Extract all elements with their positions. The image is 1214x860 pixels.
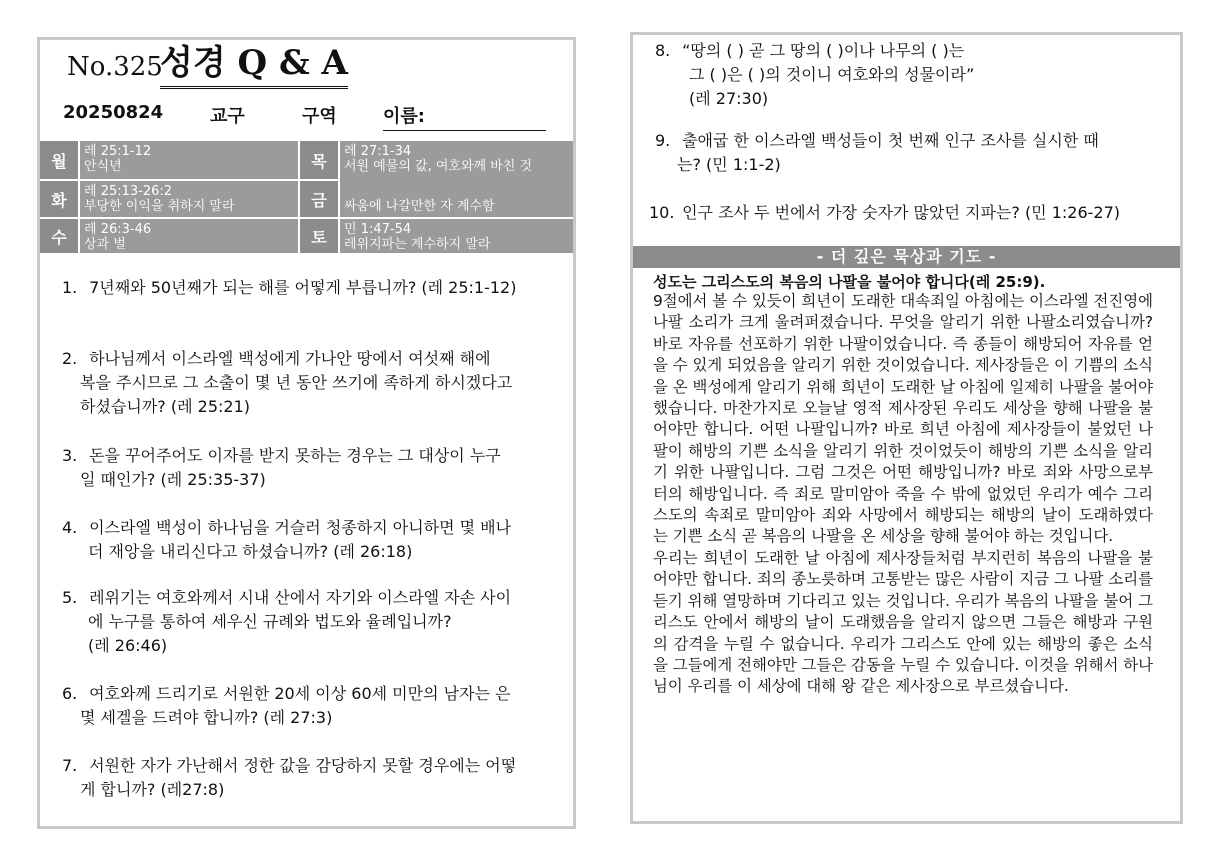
section-header: - 더 깊은 묵상과 기도 - (633, 246, 1180, 268)
issue-number: No.325 (67, 52, 163, 82)
question-text: 출애굽 한 이스라엘 백성들이 첫 번째 인구 조사를 실시한 때 (682, 131, 1099, 150)
question-text: 돈을 꾸어주어도 이자를 받지 못하는 경우는 그 대상이 누구 (89, 446, 501, 465)
schedule-day: 목 (300, 141, 338, 179)
schedule-ref: 레 25:1-12 (84, 144, 152, 159)
question-text: (레 26:46) (88, 636, 168, 655)
schedule-day: 금 (300, 181, 338, 217)
question-text: 일 때인가? (레 25:35-37) (80, 470, 266, 489)
devotion-body (653, 291, 1153, 698)
schedule-row (40, 219, 573, 257)
question-text: 몇 세겔을 드려야 합니까? (레 27:3) (80, 708, 333, 727)
left-panel (37, 37, 576, 829)
question-text: 복을 주시므로 그 소출이 몇 년 동안 쓰기에 족하게 하시겠다고 (80, 373, 513, 392)
question-number: 3. (62, 446, 78, 465)
question-text: 7년째와 50년째가 되는 해를 어떻게 부릅니까? (레 25:1-12) (89, 278, 517, 297)
schedule-desc: 서원 예물의 값, 여호와께 바친 것 (344, 159, 533, 174)
question-text: 인구 조사 두 번에서 가장 숫자가 많았던 지파는? (민 1:26-27) (682, 203, 1121, 222)
date-label: 20250824 (63, 102, 164, 123)
page-title: 성경 Q & A (160, 42, 348, 89)
question-text: 하나님께서 이스라엘 백성에게 가나안 땅에서 여섯째 해에 (89, 349, 491, 368)
schedule-day: 수 (40, 219, 78, 253)
devotion-paragraph: 우리는 희년이 도래한 날 아침에 제사장들처럼 부지런히 복음의 나팔을 불어야만 합니다. 죄의 종노릇하며 고통받는 많은 사람이 지금 그 나팔 소리를 듣기 위해 열망하며 기다리고 있는 것입니다. 우리가 복음의 나팔을 불어 그리스도 안에서 해방의 날이 도래했음을 알리지 않으면 그들은 해방과 구원의 감격을 누릴 수 없습니다. 우리가 그리스도 안에 있는 해방의 좋은 소식을 그들에게 전해야만 그들은 감동을 누릴 수 있습니다. 이것을 위해서 하나님이 우리를 이 세상에 대해 왕 같은 제사장으로 부르셨습니다. (653, 548, 1153, 696)
question-number: 1. (62, 278, 78, 297)
schedule-day: 월 (40, 141, 78, 179)
question-text: 더 재앙을 내리신다고 하셨습니까? (레 26:18) (88, 542, 413, 561)
schedule-desc: 상과 벌 (84, 237, 126, 252)
question-text: 여호와께 드리기로 서원한 20세 이상 60세 미만의 남자는 은 (89, 684, 511, 703)
question-text: (레 27:30) (689, 89, 769, 108)
question-3 (62, 444, 501, 492)
right-panel (630, 32, 1183, 824)
question-number: 4. (62, 518, 78, 537)
schedule-cell (340, 141, 573, 197)
schedule-row (40, 141, 573, 179)
question-6 (62, 682, 511, 730)
question-5 (62, 586, 511, 658)
question-text: “땅의 ( ) 곧 그 땅의 ( )이나 나무의 ( )는 (682, 41, 965, 60)
schedule-ref: 레 25:13-26:2 (84, 184, 173, 199)
schedule-desc: 싸움에 나갈만한 자 계수함 (344, 199, 495, 214)
question-text: 게 합니까? (레27:8) (80, 780, 225, 799)
schedule-day: 화 (40, 181, 78, 217)
question-text: 에 누구를 통하여 세우신 규례와 법도와 율례입니까? (88, 612, 452, 631)
schedule-desc: 레위지파는 계수하지 말라 (344, 237, 491, 252)
question-text: 그 ( )은 ( )의 것이니 여호와의 성물이라” (689, 65, 975, 84)
question-number: 8. (655, 41, 671, 60)
district-label: 교구 (210, 106, 245, 127)
worksheet-header (40, 40, 573, 141)
question-number: 10. (649, 203, 675, 222)
schedule-ref: 레 27:1-34 (344, 144, 412, 159)
question-text: 이스라엘 백성이 하나님을 거슬러 청종하지 아니하면 몇 배나 (89, 518, 512, 537)
devotion-heading: 성도는 그리스도의 복음의 나팔을 불어야 합니다(레 25:9). (653, 273, 1046, 291)
question-number: 7. (62, 756, 78, 775)
question-text: 레위기는 여호와께서 시내 산에서 자기와 이스라엘 자손 사이 (89, 588, 512, 607)
question-8 (655, 39, 974, 111)
question-2 (62, 347, 512, 419)
devotion-paragraph: 9절에서 볼 수 있듯이 희년이 도래한 대속죄일 아침에는 이스라엘 전진영에 나팔 소리가 크게 울려퍼졌습니다. 무엇을 알리기 위한 나팔소리였습니까? 바로 자유를 선포하기 위한 나팔이었습니다. 즉 종들이 해방되어 자유를 얻을 수 있게 되었음을 알리기 위한 것이었습니다. 제사장들은 이 기쁨의 소식을 온 백성에게 알리기 위해 희년이 도래한 날 아침에 일제히 나팔을 불어야 했습니다. 마찬가지로 오늘날 영적 제사장된 우리도 세상을 향해 나팔을 불어야만 합니다. 어떤 나팔입니까? 바로 희년 아침에 제사장들이 불었던 나팔이 해방의 기쁜 소식을 알리기 위한 것이었듯이 해방의 기쁜 소식을 알리기 위한 나팔입니다. 그럼 그것은 어떤 해방입니까? 바로 죄와 사망으로부터의 해방입니다. 즉 죄로 말미암아 죽을 수 밖에 없었던 우리가 예수 그리스도의 속죄로 말미암아 죄와 사망에서 해방되는 해방의 날이 도래하였다는 기쁜 소식 곧 복음의 나팔을 온 세상을 향해 불어야 하는 것입니다. (653, 292, 1153, 546)
question-text: 하셨습니까? (레 25:21) (80, 397, 250, 416)
question-text: 는? (민 1:1-2) (677, 155, 781, 174)
question-10 (649, 201, 1120, 225)
question-number: 6. (62, 684, 78, 703)
schedule-desc: 안식년 (84, 159, 122, 174)
schedule-cell (340, 219, 573, 253)
section-label: 구역 (302, 106, 337, 127)
question-text: 서원한 자가 가난해서 정한 값을 감당하지 못할 경우에는 어떻 (89, 756, 517, 775)
schedule-cell (80, 181, 298, 217)
schedule-cell (80, 219, 298, 253)
question-7 (62, 754, 516, 802)
schedule-desc: 부당한 이익을 취하지 말라 (84, 199, 235, 214)
question-number: 2. (62, 349, 78, 368)
schedule-ref: 레 26:3-46 (84, 222, 152, 237)
question-number: 5. (62, 588, 78, 607)
schedule-ref: 민 1:47-54 (344, 222, 412, 237)
question-9 (655, 129, 1099, 177)
question-4 (62, 516, 511, 564)
question-1 (62, 276, 516, 300)
question-number: 9. (655, 131, 671, 150)
schedule-day: 토 (300, 219, 338, 253)
schedule-cell (80, 141, 298, 179)
name-field[interactable]: 이름: (383, 102, 546, 131)
